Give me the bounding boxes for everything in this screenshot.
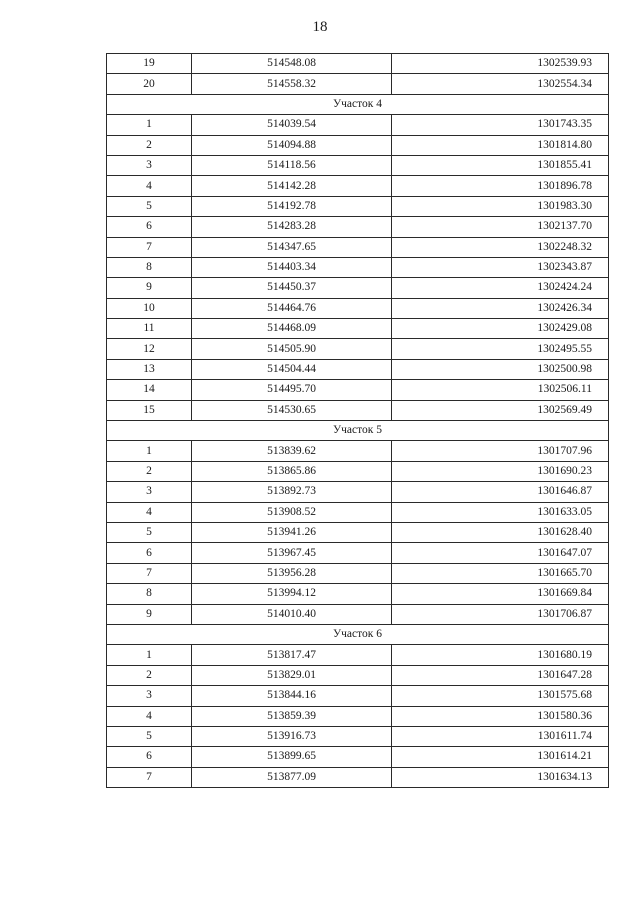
x-coordinate-cell: 513899.65 <box>192 747 392 767</box>
table-row <box>107 278 609 298</box>
point-number-cell: 5 <box>107 196 192 216</box>
point-number-cell: 8 <box>107 257 192 277</box>
point-number-cell: 15 <box>107 400 192 420</box>
y-coordinate-cell: 1302554.34 <box>392 74 609 94</box>
table-row <box>107 441 609 461</box>
point-number-cell: 6 <box>107 747 192 767</box>
table-row <box>107 257 609 277</box>
point-number-cell: 5 <box>107 726 192 746</box>
table-row <box>107 665 609 685</box>
x-coordinate-cell: 514468.09 <box>192 319 392 339</box>
table-row <box>107 543 609 563</box>
y-coordinate-cell: 1301896.78 <box>392 176 609 196</box>
coordinates-table-body <box>107 54 609 788</box>
x-coordinate-cell: 514010.40 <box>192 604 392 624</box>
x-coordinate-cell: 513859.39 <box>192 706 392 726</box>
table-row <box>107 461 609 481</box>
section-title: Участок 5 <box>107 421 609 441</box>
point-number-cell: 3 <box>107 155 192 175</box>
table-row <box>107 54 609 74</box>
x-coordinate-cell: 513877.09 <box>192 767 392 787</box>
point-number-cell: 6 <box>107 543 192 563</box>
table-row <box>107 74 609 94</box>
section-title: Участок 4 <box>107 94 609 114</box>
x-coordinate-cell: 514039.54 <box>192 115 392 135</box>
y-coordinate-cell: 1301814.80 <box>392 135 609 155</box>
x-coordinate-cell: 513839.62 <box>192 441 392 461</box>
y-coordinate-cell: 1302248.32 <box>392 237 609 257</box>
point-number-cell: 13 <box>107 359 192 379</box>
x-coordinate-cell: 513892.73 <box>192 482 392 502</box>
point-number-cell: 1 <box>107 441 192 461</box>
table-row <box>107 155 609 175</box>
table-row <box>107 400 609 420</box>
x-coordinate-cell: 514450.37 <box>192 278 392 298</box>
section-title: Участок 6 <box>107 624 609 644</box>
table-row <box>107 563 609 583</box>
x-coordinate-cell: 514495.70 <box>192 380 392 400</box>
y-coordinate-cell: 1302495.55 <box>392 339 609 359</box>
y-coordinate-cell: 1302539.93 <box>392 54 609 74</box>
table-row <box>107 502 609 522</box>
table-row <box>107 380 609 400</box>
x-coordinate-cell: 513956.28 <box>192 563 392 583</box>
x-coordinate-cell: 513967.45 <box>192 543 392 563</box>
point-number-cell: 9 <box>107 604 192 624</box>
x-coordinate-cell: 514192.78 <box>192 196 392 216</box>
y-coordinate-cell: 1301628.40 <box>392 522 609 542</box>
point-number-cell: 7 <box>107 237 192 257</box>
y-coordinate-cell: 1302137.70 <box>392 217 609 237</box>
y-coordinate-cell: 1301665.70 <box>392 563 609 583</box>
table-row <box>107 196 609 216</box>
table-row <box>107 217 609 237</box>
point-number-cell: 11 <box>107 319 192 339</box>
point-number-cell: 2 <box>107 665 192 685</box>
y-coordinate-cell: 1301634.13 <box>392 767 609 787</box>
point-number-cell: 7 <box>107 563 192 583</box>
point-number-cell: 2 <box>107 461 192 481</box>
x-coordinate-cell: 513844.16 <box>192 686 392 706</box>
x-coordinate-cell: 514504.44 <box>192 359 392 379</box>
y-coordinate-cell: 1301983.30 <box>392 196 609 216</box>
point-number-cell: 1 <box>107 645 192 665</box>
point-number-cell: 4 <box>107 176 192 196</box>
table-row <box>107 726 609 746</box>
y-coordinate-cell: 1302429.08 <box>392 319 609 339</box>
y-coordinate-cell: 1302424.24 <box>392 278 609 298</box>
y-coordinate-cell: 1302426.34 <box>392 298 609 318</box>
x-coordinate-cell: 514347.65 <box>192 237 392 257</box>
x-coordinate-cell: 514142.28 <box>192 176 392 196</box>
y-coordinate-cell: 1301706.87 <box>392 604 609 624</box>
x-coordinate-cell: 514530.65 <box>192 400 392 420</box>
point-number-cell: 4 <box>107 706 192 726</box>
x-coordinate-cell: 514464.76 <box>192 298 392 318</box>
table-row <box>107 767 609 787</box>
table-row <box>107 706 609 726</box>
table-row <box>107 584 609 604</box>
y-coordinate-cell: 1302500.98 <box>392 359 609 379</box>
point-number-cell: 9 <box>107 278 192 298</box>
point-number-cell: 7 <box>107 767 192 787</box>
point-number-cell: 20 <box>107 74 192 94</box>
x-coordinate-cell: 513994.12 <box>192 584 392 604</box>
table-row <box>107 339 609 359</box>
x-coordinate-cell: 514558.32 <box>192 74 392 94</box>
table-row <box>107 482 609 502</box>
x-coordinate-cell: 514548.08 <box>192 54 392 74</box>
x-coordinate-cell: 514403.34 <box>192 257 392 277</box>
section-header-row <box>107 94 609 114</box>
y-coordinate-cell: 1301575.68 <box>392 686 609 706</box>
point-number-cell: 14 <box>107 380 192 400</box>
y-coordinate-cell: 1301646.87 <box>392 482 609 502</box>
x-coordinate-cell: 514505.90 <box>192 339 392 359</box>
table-row <box>107 298 609 318</box>
y-coordinate-cell: 1302343.87 <box>392 257 609 277</box>
x-coordinate-cell: 513916.73 <box>192 726 392 746</box>
y-coordinate-cell: 1301743.35 <box>392 115 609 135</box>
table-row <box>107 115 609 135</box>
point-number-cell: 2 <box>107 135 192 155</box>
table-row <box>107 359 609 379</box>
coordinates-table <box>106 53 609 788</box>
x-coordinate-cell: 513908.52 <box>192 502 392 522</box>
page-number: 18 <box>312 19 328 35</box>
y-coordinate-cell: 1302569.49 <box>392 400 609 420</box>
y-coordinate-cell: 1301707.96 <box>392 441 609 461</box>
table-row <box>107 319 609 339</box>
point-number-cell: 3 <box>107 482 192 502</box>
point-number-cell: 3 <box>107 686 192 706</box>
y-coordinate-cell: 1301690.23 <box>392 461 609 481</box>
y-coordinate-cell: 1301647.07 <box>392 543 609 563</box>
y-coordinate-cell: 1301633.05 <box>392 502 609 522</box>
section-header-row <box>107 421 609 441</box>
y-coordinate-cell: 1301647.28 <box>392 665 609 685</box>
x-coordinate-cell: 513829.01 <box>192 665 392 685</box>
y-coordinate-cell: 1301580.36 <box>392 706 609 726</box>
table-row <box>107 176 609 196</box>
point-number-cell: 8 <box>107 584 192 604</box>
point-number-cell: 5 <box>107 522 192 542</box>
y-coordinate-cell: 1302506.11 <box>392 380 609 400</box>
point-number-cell: 4 <box>107 502 192 522</box>
x-coordinate-cell: 514118.56 <box>192 155 392 175</box>
table-row <box>107 686 609 706</box>
table-row <box>107 645 609 665</box>
table-row <box>107 135 609 155</box>
x-coordinate-cell: 513941.26 <box>192 522 392 542</box>
y-coordinate-cell: 1301611.74 <box>392 726 609 746</box>
x-coordinate-cell: 513817.47 <box>192 645 392 665</box>
section-header-row <box>107 624 609 644</box>
point-number-cell: 12 <box>107 339 192 359</box>
y-coordinate-cell: 1301614.21 <box>392 747 609 767</box>
table-row <box>107 747 609 767</box>
x-coordinate-cell: 514094.88 <box>192 135 392 155</box>
point-number-cell: 1 <box>107 115 192 135</box>
table-row <box>107 604 609 624</box>
y-coordinate-cell: 1301855.41 <box>392 155 609 175</box>
x-coordinate-cell: 513865.86 <box>192 461 392 481</box>
point-number-cell: 10 <box>107 298 192 318</box>
y-coordinate-cell: 1301669.84 <box>392 584 609 604</box>
x-coordinate-cell: 514283.28 <box>192 217 392 237</box>
point-number-cell: 19 <box>107 54 192 74</box>
table-row <box>107 522 609 542</box>
point-number-cell: 6 <box>107 217 192 237</box>
table-row <box>107 237 609 257</box>
y-coordinate-cell: 1301680.19 <box>392 645 609 665</box>
